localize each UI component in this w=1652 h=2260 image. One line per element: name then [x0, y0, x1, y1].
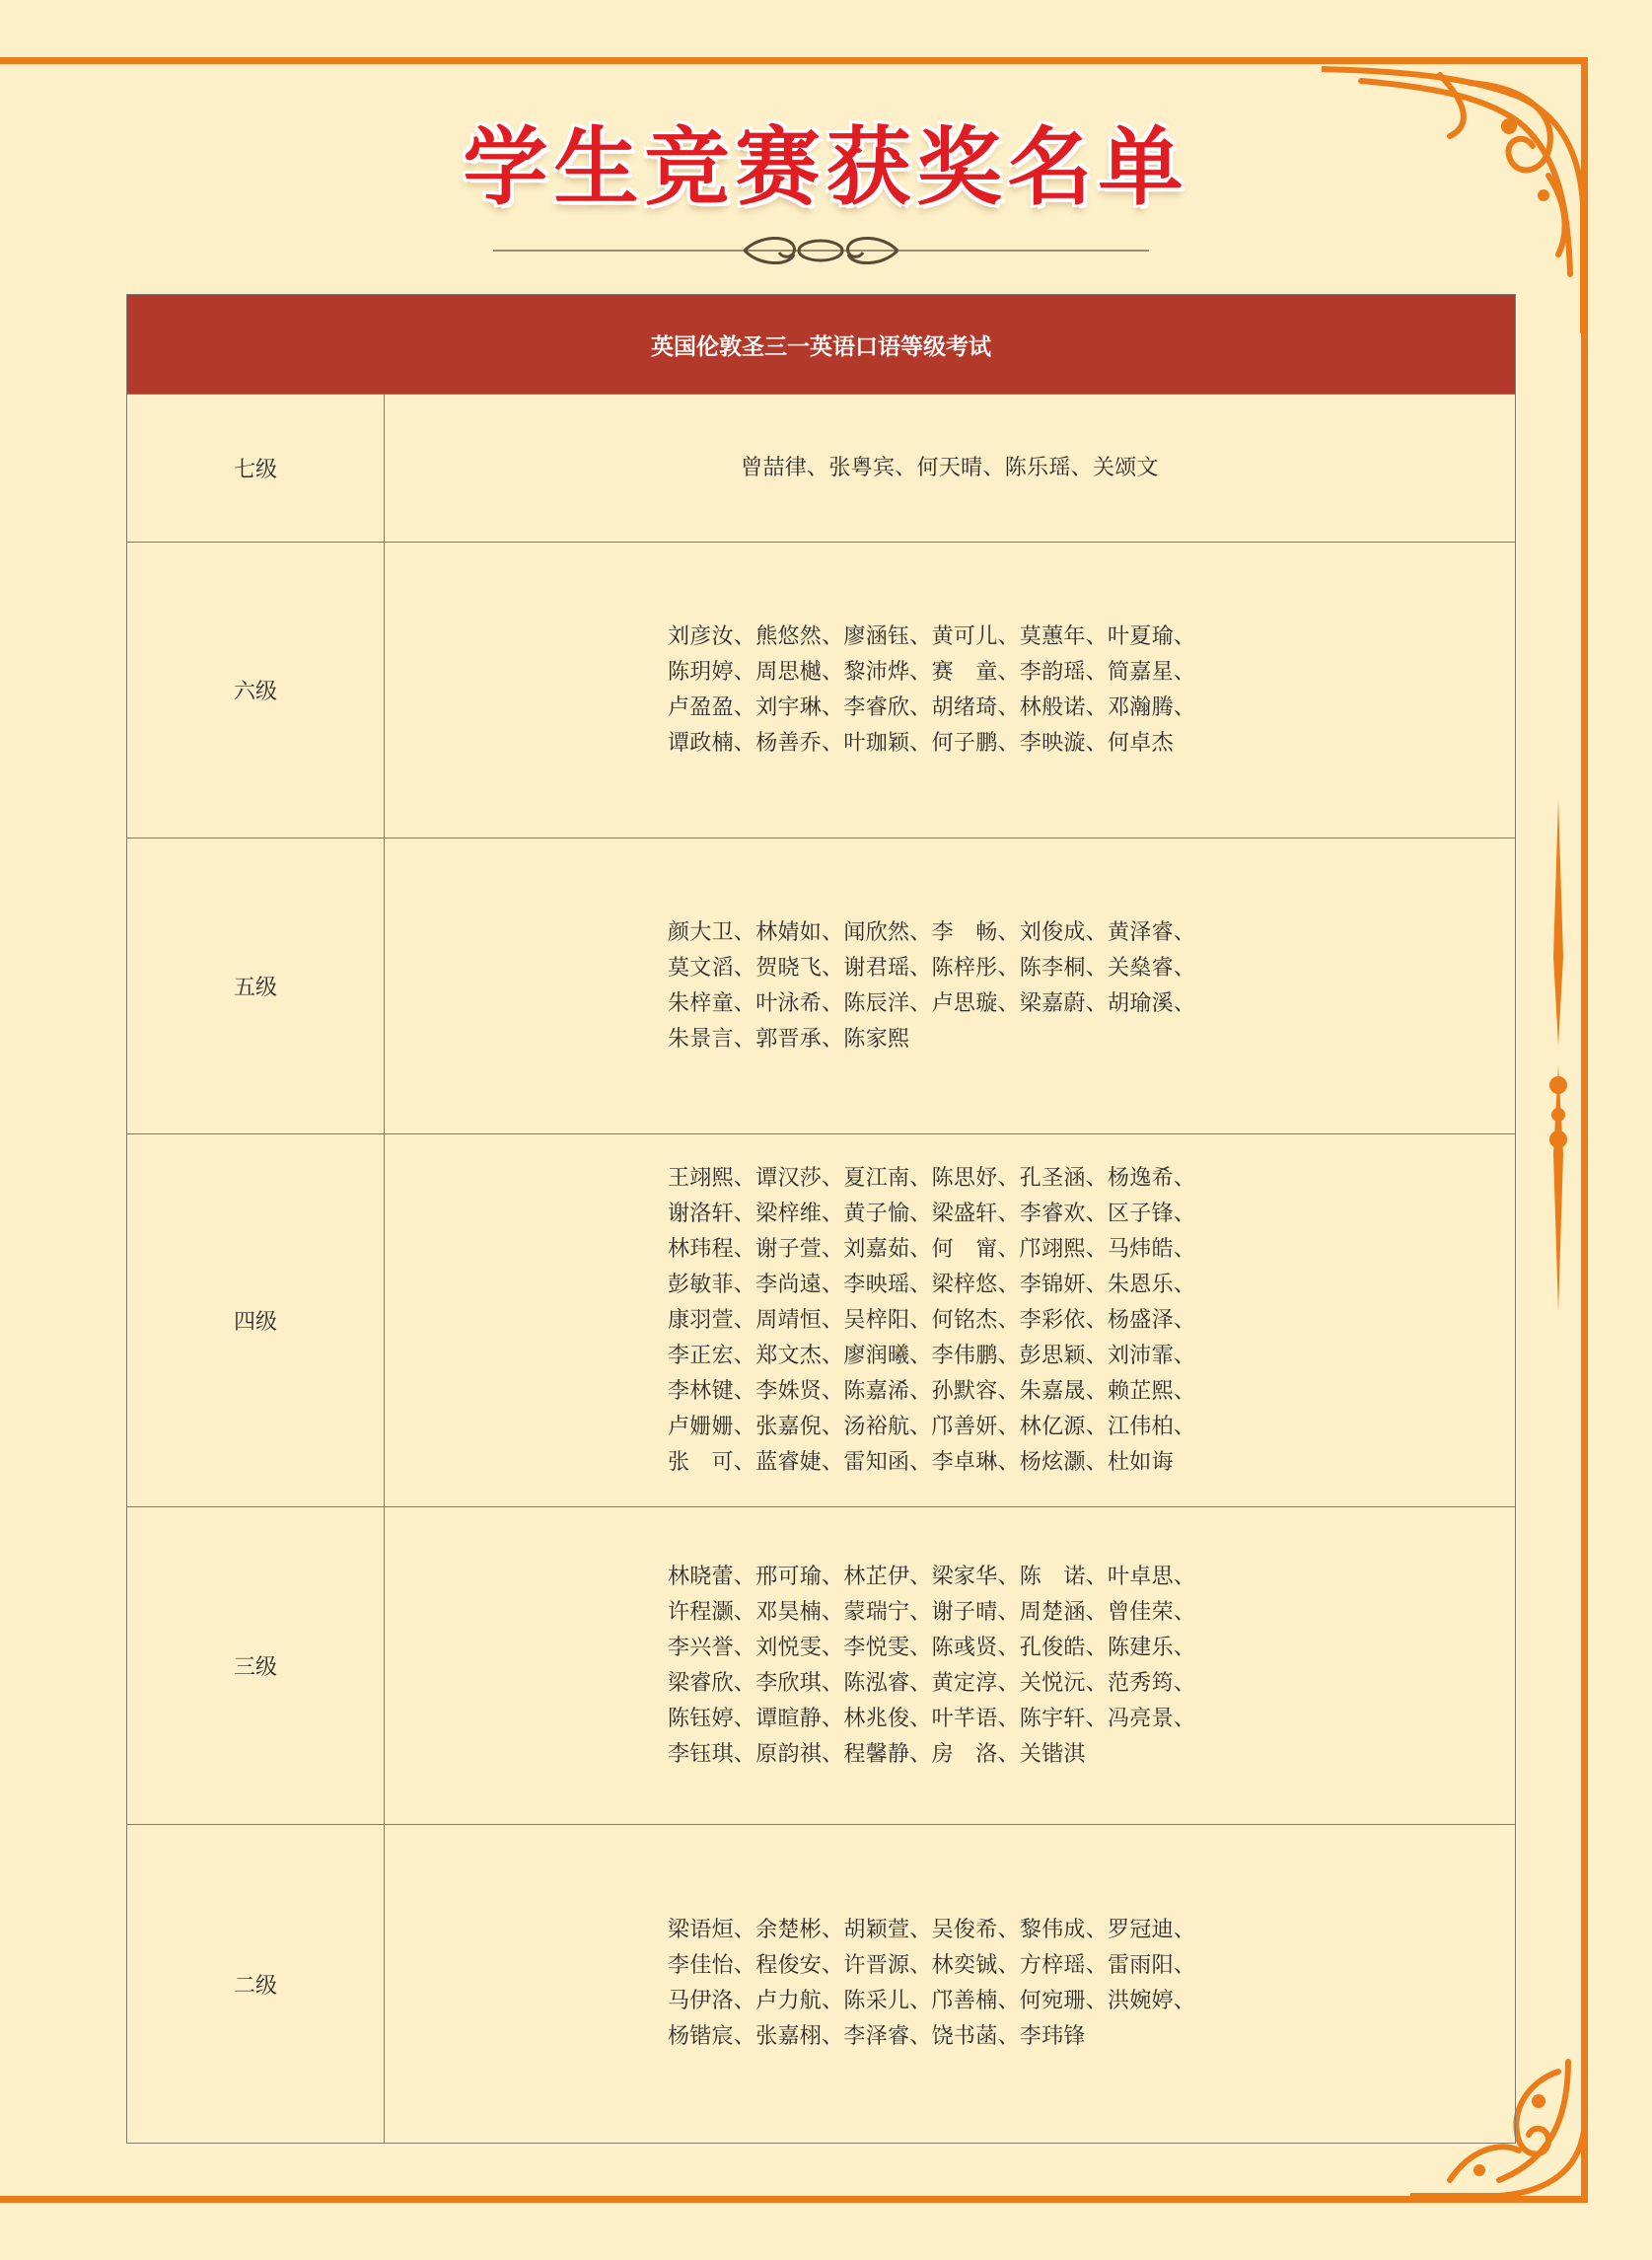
table-row-level-6 — [127, 543, 1515, 838]
names-cell — [385, 395, 1515, 542]
names-list: 刘彦汝、熊悠然、廖涵钰、黄可儿、莫蕙年、叶夏瑜、 陈玥婷、周思樾、黎沛烨、赛 童、李韵瑶、简嘉星、 卢盈盈、刘宇琳、李睿欣、胡绪琦、林般诺、邓瀚腾、 谭政楠、杨善乔、叶珈颖、何子鹏、李映漩、何卓杰 — [668, 623, 1196, 756]
level-label: 七级 — [127, 395, 385, 542]
table-row-level-5 — [127, 838, 1515, 1134]
level-label: 三级 — [127, 1507, 385, 1824]
award-table — [126, 294, 1516, 2144]
level-label: 二级 — [127, 1825, 385, 2143]
level-label: 五级 — [127, 838, 385, 1133]
table-row-level-3 — [127, 1507, 1515, 1825]
exam-title: 英国伦敦圣三一英语口语等级考试 — [651, 333, 991, 360]
names-list: 颜大卫、林婧如、闻欣然、李 畅、刘俊成、黄泽睿、 莫文滔、贺晓飞、谢君瑶、陈梓彤、陈李桐、关燊睿、 朱梓童、叶泳希、陈辰洋、卢思璇、梁嘉蔚、胡瑜溪、 朱景言、郭晋承、陈家熙 — [668, 919, 1196, 1052]
level-label: 四级 — [127, 1134, 385, 1506]
names-list: 王翊熙、谭汉莎、夏江南、陈思妤、孔圣涵、杨逸希、 谢洛轩、梁梓维、黄子愉、梁盛轩、李睿欢、区子锋、 林玮程、谢子萱、刘嘉茹、何 甯、邝翊熙、马炜皓、 彭敏菲、李尚遠、李映瑶、梁梓悠、李锦妍、朱恩乐、 康羽萱、周靖恒、吴梓阳、何铭杰、李彩依、杨盛泽、 李正宏、郑文杰、廖润曦、李伟鹏、彭思颖、刘沛霏、 李林键、李姝贤、陈嘉浠、孙默容、朱嘉晟、赖芷熙、 卢姗姗、张嘉倪、汤裕航、邝善妍、林亿源、江伟柏、 张 可、蓝睿婕、雷知函、李卓琳、杨炫灏、杜如诲 — [668, 1165, 1196, 1475]
table-row-level-4 — [127, 1134, 1515, 1507]
page-title: 学生竞赛获奖名单 — [463, 118, 1189, 217]
frame-right-border — [1581, 57, 1588, 2203]
names-cell — [385, 1825, 1515, 2143]
table-row-level-7 — [127, 395, 1515, 543]
names-cell — [385, 543, 1515, 838]
table-row-level-2 — [127, 1825, 1515, 2143]
names-list: 梁语烜、余楚彬、胡颖萱、吴俊希、黎伟成、罗冠迪、 李佳怡、程俊安、许晋源、林奕铖、方梓瑶、雷雨阳、 马伊洛、卢力航、陈采儿、邝善楠、何宛珊、洪婉婷、 杨锴宸、张嘉栩、李泽睿、饶书菡、李玮锋 — [668, 1918, 1196, 2049]
names-list: 曾喆律、张粤宾、何天晴、陈乐瑶、关颂文 — [741, 455, 1159, 480]
frame-bottom-border — [0, 2196, 1588, 2203]
table-header — [127, 295, 1515, 395]
level-label: 六级 — [127, 543, 385, 838]
names-cell — [385, 1507, 1515, 1824]
divider-ornament-icon — [493, 229, 1149, 270]
side-ornament-icon — [1539, 799, 1578, 1312]
names-cell — [385, 838, 1515, 1133]
names-cell — [385, 1134, 1515, 1506]
names-list: 林晓蕾、邢可瑜、林芷伊、梁家华、陈 诺、叶卓思、 许程灏、邓昊楠、蒙瑞宁、谢子晴、周楚涵、曾佳荣、 李兴誉、刘悦雯、李悦雯、陈彧贤、孔俊皓、陈建乐、 梁睿欣、李欣琪、陈泓睿、黄定淳、关悦沅、范秀筠、 陈钰婷、谭暄静、林兆俊、叶芊语、陈宇轩、冯亮景、 李钰琪、原韵祺、程馨静、房 洛、关锴淇 — [668, 1564, 1196, 1767]
